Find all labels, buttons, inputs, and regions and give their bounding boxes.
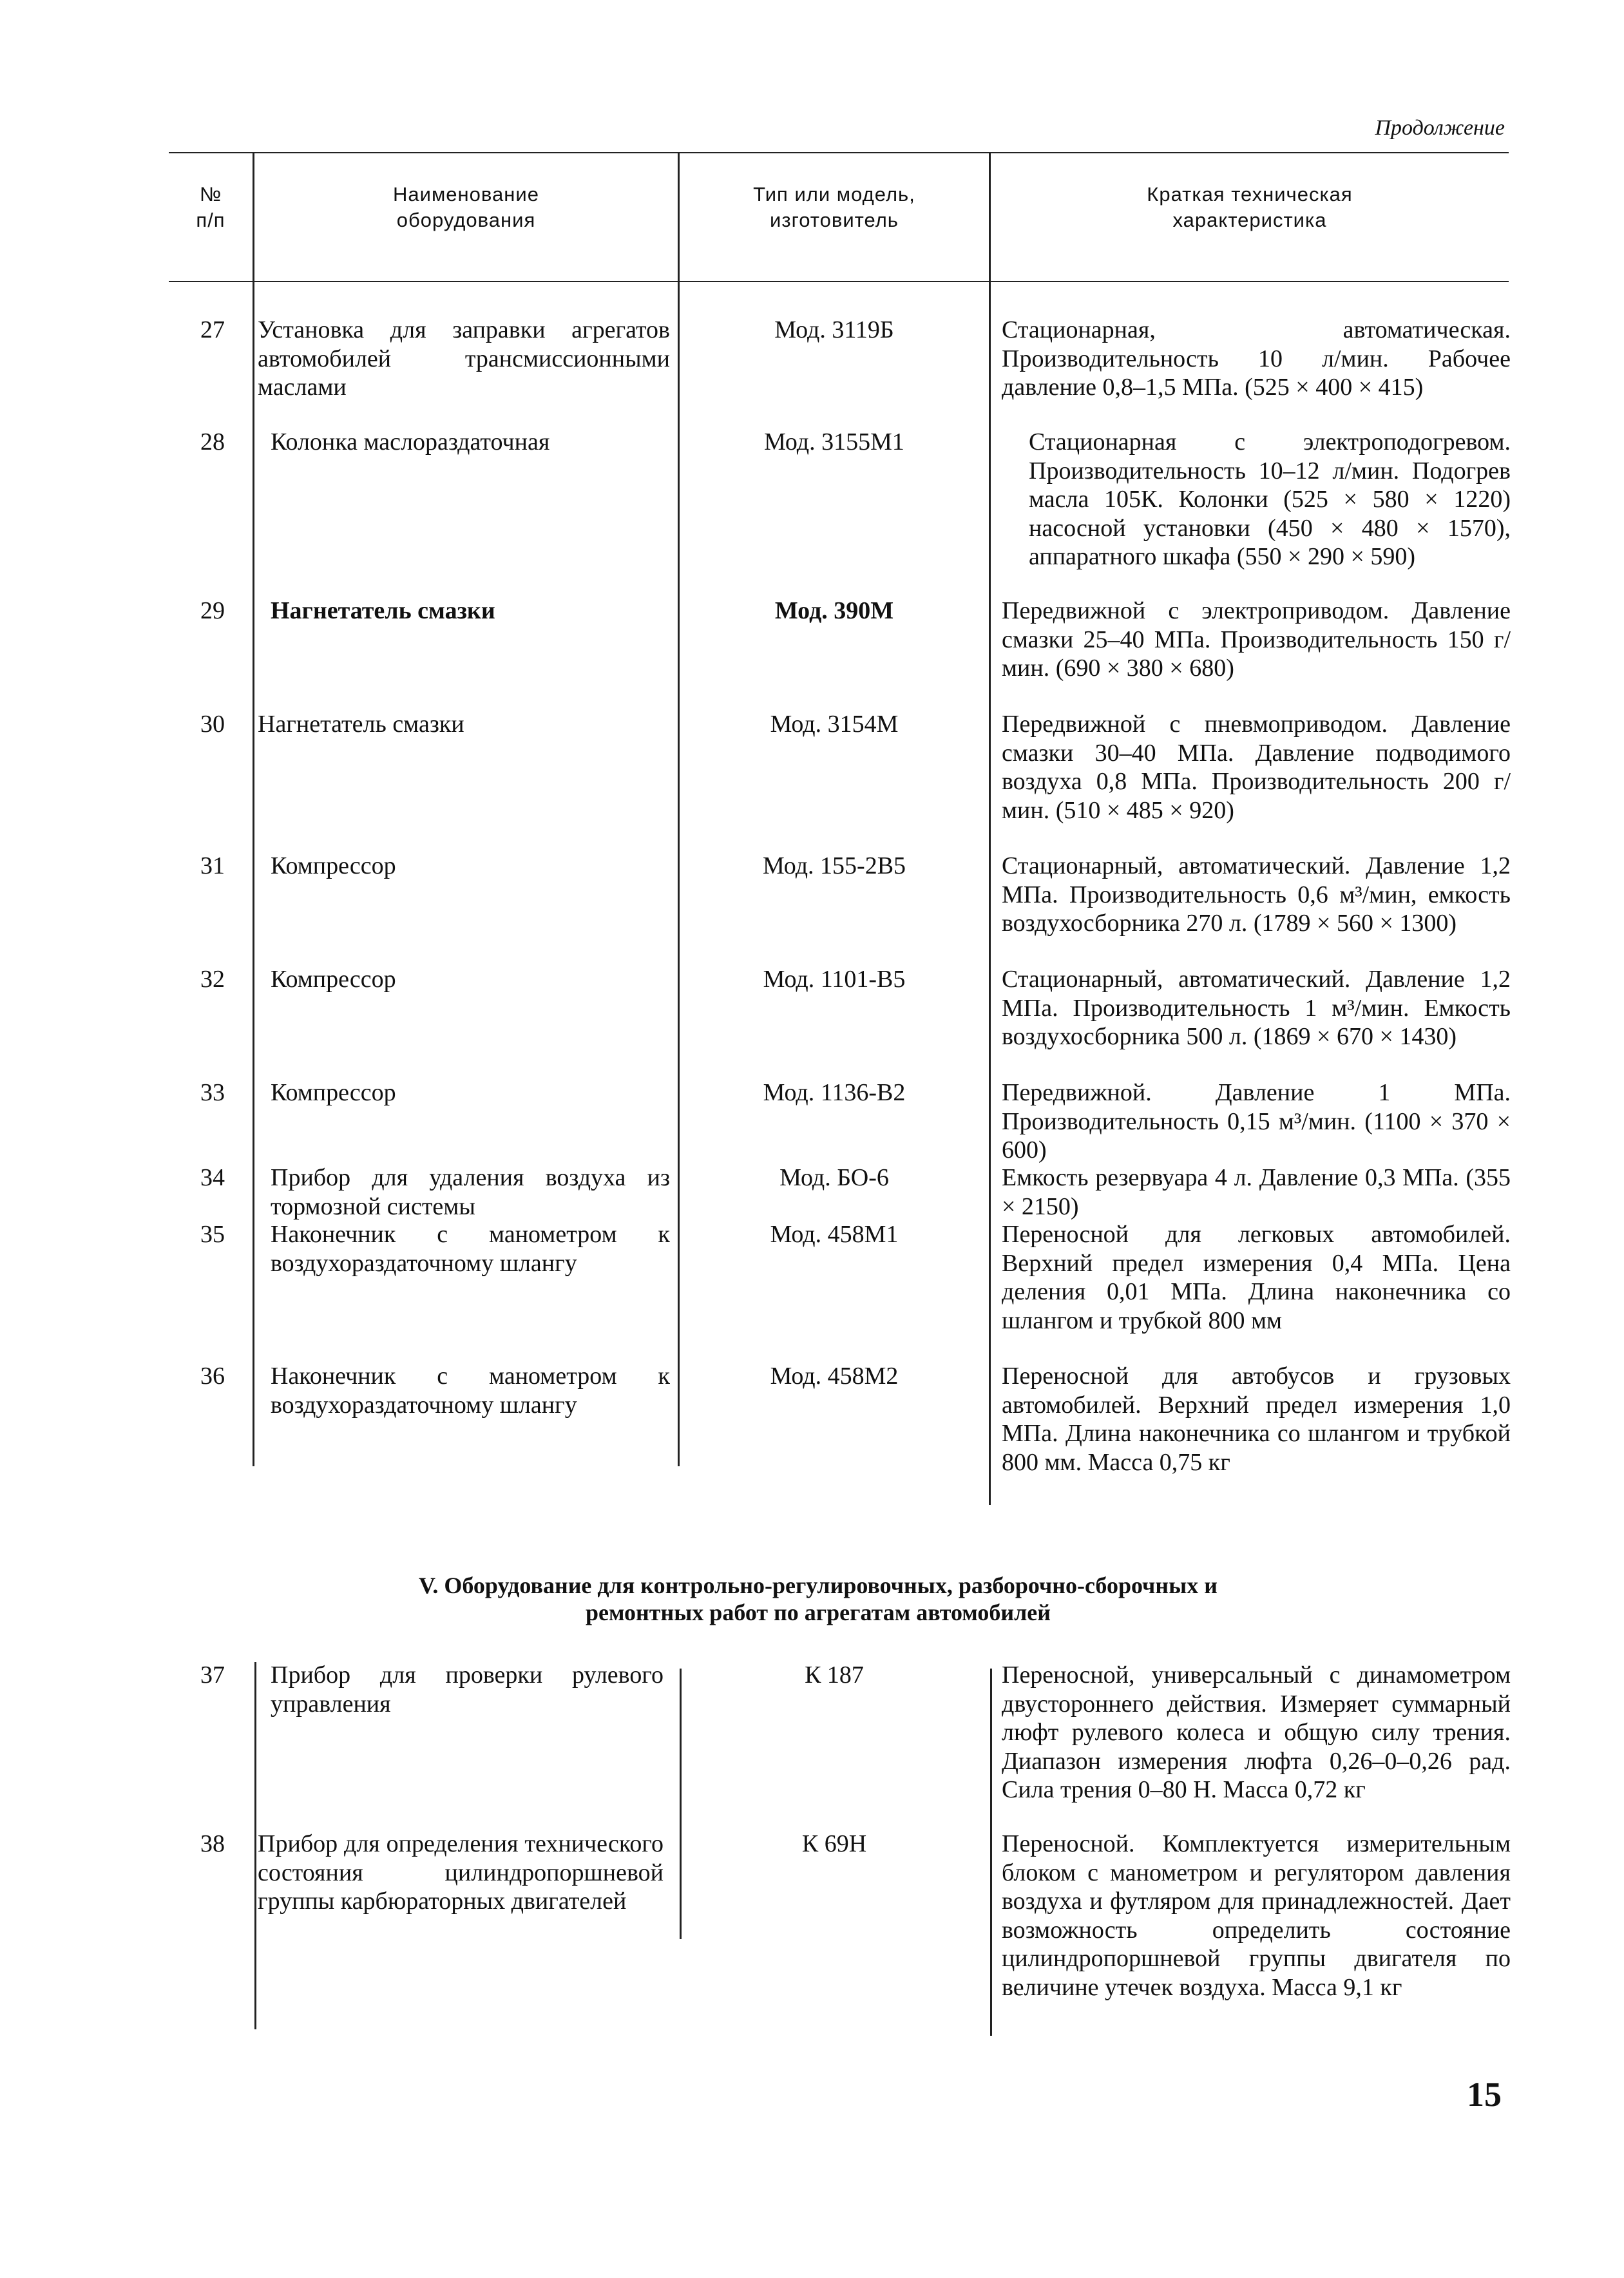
model: Мод. 458М1: [770, 1221, 899, 1248]
header-spec: Краткая техническая характеристика: [1147, 183, 1353, 231]
header-name: Наименование оборудования: [393, 183, 539, 231]
equipment-name: Компрессор: [271, 852, 396, 879]
spec: Переносной, универсальный с динамометром двустороннего действия. Измеряет суммарный люфт рулевого колеса и общую силу трения. Диапазон измерения люфта 0,26–0–0,26 рад. Сила трения 0–80 Н. Масса 0,72 кг: [1002, 1661, 1511, 1803]
equipment-name: Установка для заправки агрегатов автомобилей трансмиссионными маслами: [258, 316, 670, 401]
model: Мод. БО-6: [779, 1164, 889, 1191]
page-number: 15: [1467, 2075, 1502, 2114]
equipment-name: Компрессор: [271, 966, 396, 993]
row-num: 34: [200, 1164, 225, 1191]
model: Мод. 1136-В2: [763, 1079, 906, 1106]
row-num: 28: [200, 428, 225, 455]
table-top-rule: [169, 152, 1509, 153]
model: К 187: [805, 1661, 864, 1689]
spec: Передвижной с электроприводом. Давление смазки 25–40 МПа. Производительность 150 г/мин. (690 × 380 × 680): [1002, 597, 1511, 682]
model: Мод. 3155М1: [764, 428, 904, 455]
spec: Передвижной. Давление 1 МПа. Производительность 0,15 м³/мин. (1100 × 370 × 600): [1002, 1079, 1511, 1163]
equipment-name: Нагнетатель смазки: [271, 597, 495, 624]
column-divider: [254, 1662, 256, 2029]
equipment-name: Прибор для определения технического состояния цилиндропоршневой группы карбюраторных двигателей: [258, 1830, 664, 1915]
model: Мод. 1101-В5: [763, 966, 906, 993]
spec: Переносной для легковых автомобилей. Верхний предел измерения 0,4 МПа. Цена деления 0,01 МПа. Длина наконечника со шлангом и трубкой 800 мм: [1002, 1221, 1511, 1334]
spec: Переносной. Комплектуется измерительным блоком с манометром и регулятором давления воздуха и футляром для принадлежностей. Дает возможность определить состояние цилиндропоршневой группы двигателя по величине утечек воздуха. Масса 9,1 кг: [1002, 1830, 1511, 2001]
row-num: 29: [200, 597, 225, 624]
column-divider: [680, 1669, 682, 1939]
model: Мод. 155-2В5: [762, 852, 906, 879]
equipment-name: Колонка маслораздаточная: [271, 428, 550, 455]
equipment-name: Прибор для проверки рулевого управления: [271, 1661, 664, 1718]
column-divider: [989, 152, 991, 1505]
row-num: 38: [200, 1830, 225, 1857]
row-num: 33: [200, 1079, 225, 1106]
model: Мод. 458М2: [770, 1363, 899, 1390]
header-num: № п/п: [196, 183, 225, 231]
row-num: 36: [200, 1363, 225, 1390]
section-heading: V. Оборудование для контрольно-регулировочных, разборочно-сборочных и ремонтных работ по агрегатам автомобилей: [419, 1573, 1218, 1625]
spec: Передвижной с пневмоприводом. Давление смазки 30–40 МПа. Давление подводимого воздуха 0,8 МПа. Производительность 200 г/мин. (510 × 485 × 920): [1002, 711, 1511, 824]
header-model: Тип или модель, изготовитель: [753, 183, 915, 231]
spec: Переносной для автобусов и грузовых автомобилей. Верхний предел измерения 1,0 МПа. Длина наконечника со шлангом и трубкой 800 мм. Масса 0,75 кг: [1002, 1363, 1511, 1476]
model: К 69Н: [801, 1830, 867, 1857]
header-bottom-rule: [169, 281, 1509, 282]
model: Мод. 3119Б: [774, 316, 894, 343]
equipment-name: Компрессор: [271, 1079, 396, 1106]
spec: Стационарный, автоматический. Давление 1,2 МПа. Производительность 0,6 м³/мин, емкость воздухосборника 270 л. (1789 × 560 × 1300): [1002, 852, 1511, 937]
row-num: 32: [200, 966, 225, 993]
spec: Стационарная с электроподогревом. Производительность 10–12 л/мин. Подогрев масла 105К. Колонки (525 × 580 × 1220) насосной установки (450 × 480 × 1570), аппаратного шкафа (550 × 290 × 590): [1029, 428, 1511, 570]
spec: Стационарная, автоматическая. Производительность 10 л/мин. Рабочее давление 0,8–1,5 МПа. (525 × 400 × 415): [1002, 316, 1511, 401]
spec: Емкость резервуара 4 л. Давление 0,3 МПа. (355 × 2150): [1002, 1164, 1511, 1220]
row-num: 37: [200, 1661, 225, 1689]
equipment-name: Наконечник с манометром к воздухораздаточному шлангу: [271, 1363, 670, 1419]
equipment-name: Наконечник с манометром к воздухораздаточному шлангу: [271, 1221, 670, 1277]
column-divider: [990, 1669, 992, 2036]
row-num: 31: [200, 852, 225, 879]
continuation-label: Продолжение: [1375, 116, 1505, 140]
model: Мод. 390М: [774, 597, 894, 624]
row-num: 35: [200, 1221, 225, 1248]
row-num: 30: [200, 711, 225, 738]
spec: Стационарный, автоматический. Давление 1,2 МПа. Производительность 1 м³/мин. Емкость воздухосборника 500 л. (1869 × 670 × 1430): [1002, 966, 1511, 1050]
column-divider: [253, 152, 254, 1466]
equipment-name: Прибор для удаления воздуха из тормозной системы: [271, 1164, 670, 1220]
row-num: 27: [200, 316, 225, 343]
equipment-name: Нагнетатель смазки: [258, 711, 464, 738]
column-divider: [678, 152, 680, 1466]
model: Мод. 3154М: [770, 711, 899, 738]
